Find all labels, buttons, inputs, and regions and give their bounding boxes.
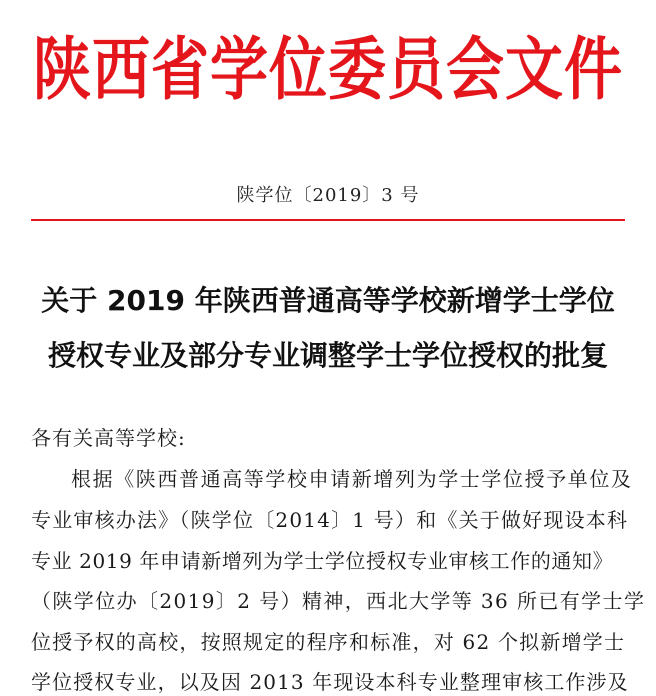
paragraph-line: 根据《陕西普通高等学校申请新增列为学士学位授予单位及: [71, 467, 633, 491]
document-title-line-2: 授权专业及部分专业调整学士学位授权的批复: [47, 339, 608, 372]
paragraph-line: 专业 2019 年申请新增列为学士学位授权专业审核工作的通知》: [31, 549, 614, 573]
paragraph-line: 专业审核办法》（陕学位〔2014〕1 号）和《关于做好现设本科: [31, 508, 629, 532]
paragraph-line: 位授予权的高校，按照规定的程序和标准，对 62 个拟新增学士: [31, 630, 626, 654]
red-divider-rule: [31, 219, 625, 221]
document-number: 陕学位〔2019〕3 号: [236, 185, 420, 206]
paragraph-line: （陕学位办〔2019〕2 号）精神，西北大学等 36 所已有学士学: [31, 589, 646, 613]
agency-header-title: 陕西省学位委员会文件: [32, 29, 623, 110]
paragraph-line: 学位授权专业，以及因 2013 年现设本科专业整理审核工作涉及: [31, 670, 629, 694]
document-title-line-1: 关于 2019 年陕西普通高等学校新增学士学位: [41, 284, 615, 317]
salutation: 各有关高等学校:: [31, 426, 186, 450]
